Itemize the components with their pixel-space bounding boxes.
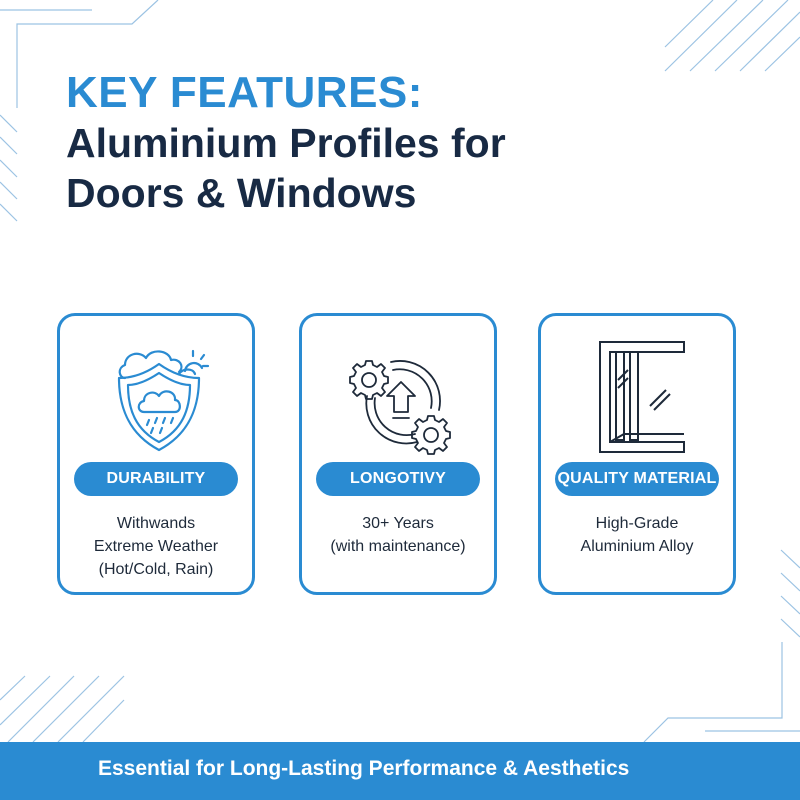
title-line-3: Doors & Windows	[66, 170, 417, 216]
feature-description-durability	[60, 512, 252, 581]
shield-weather-icon	[89, 338, 229, 458]
desc-line: (with maintenance)	[330, 538, 466, 555]
feature-card-quality-material	[538, 313, 736, 595]
desc-line: Withwands	[116, 515, 196, 532]
footer-tagline: Essential for Long-Lasting Performance & Aesthetics	[98, 757, 630, 780]
page-title	[66, 68, 506, 218]
gears-upgrade-icon	[331, 338, 471, 458]
desc-line: High-Grade	[595, 515, 679, 532]
feature-card-durability	[57, 313, 255, 595]
title-key-features: KEY FEATURES:	[66, 68, 423, 117]
feature-label-longevity: LONGOTIVY	[316, 462, 480, 496]
window-frame-icon	[570, 338, 710, 458]
feature-label-quality-material: QUALITY MATERIAL	[555, 462, 719, 496]
desc-line: (Hot/Cold, Rain)	[98, 561, 214, 578]
feature-description-longevity	[302, 512, 494, 558]
feature-description-quality-material	[541, 512, 733, 558]
title-line-2: Aluminium Profiles for	[66, 120, 506, 166]
desc-line: 30+ Years	[362, 515, 434, 532]
desc-line: Aluminium Alloy	[580, 538, 694, 555]
desc-line: Extreme Weather	[93, 538, 219, 555]
footer-banner	[0, 742, 800, 800]
feature-label-durability: DURABILITY	[74, 462, 238, 496]
feature-card-longevity	[299, 313, 497, 595]
